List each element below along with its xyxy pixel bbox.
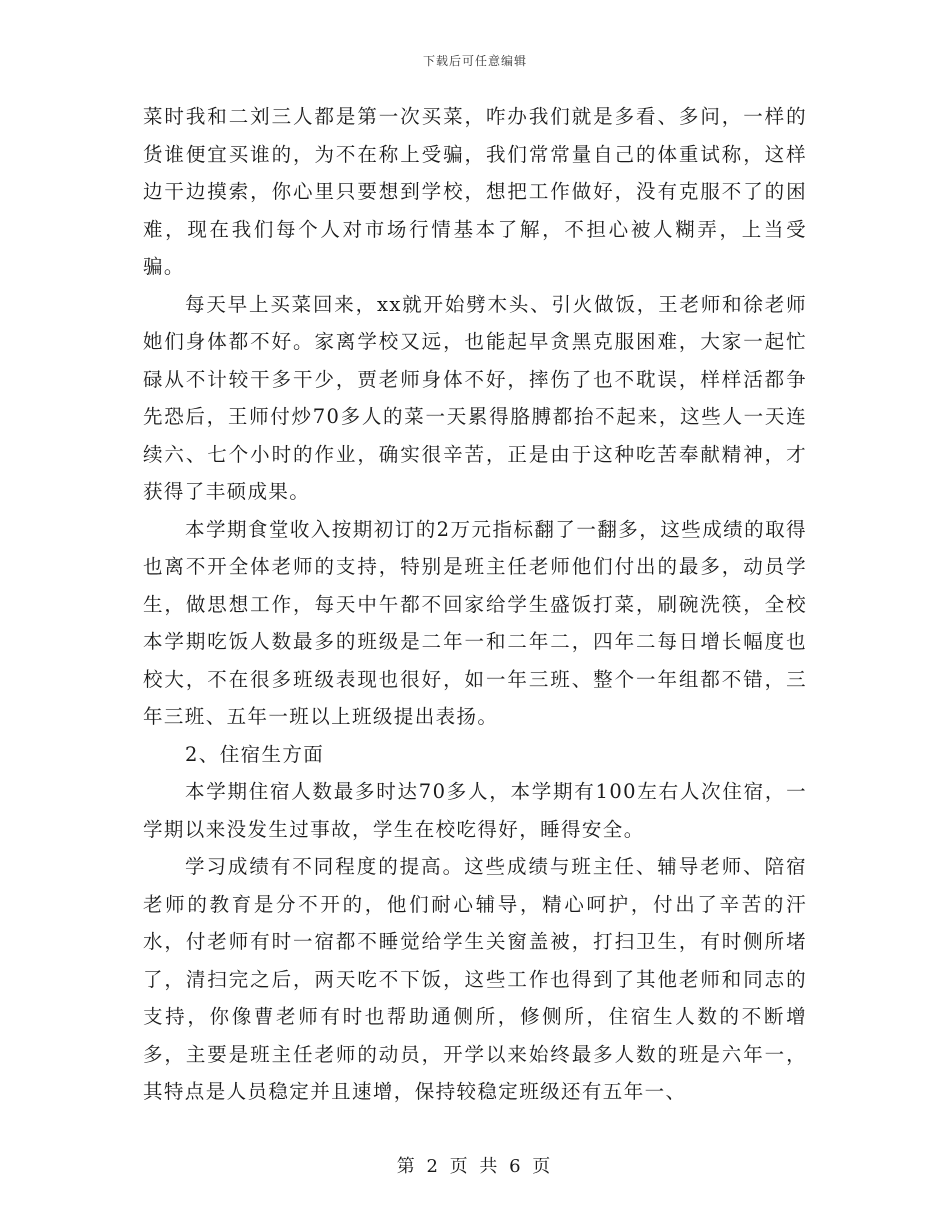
paragraph-2: 每天早上买菜回来，xx就开始劈木头、引火做饭，王老师和徐老师她们身体都不好。家离学校又远，也能起早贪黑克服困难，大家一起忙碌从不计较干多干少，贾老师身体不好，摔伤了也不耽误，样样活都争先恐后，王师付炒70多人的菜一天累得胳膊都抬不起来，这些人一天连续六、七个小时的作业，确实很辛苦，正是由于这种吃苦奉献精神，才获得了丰硕成果。 (143, 292, 807, 503)
paragraph-5: 学习成绩有不同程度的提高。这些成绩与班主任、辅导老师、陪宿老师的教育是分不开的，他们耐心辅导，精心呵护，付出了辛苦的汗水，付老师有时一宿都不睡觉给学生关窗盖被，打扫卫生，有时侧所堵了，清扫完之后，两天吃不下饭，这些工作也得到了其他老师和同志的支持，你像曹老师有时也帮助通侧所，修侧所，住宿生人数的不断增多，主要是班主任老师的动员，开学以来始终最多人数的班是六年一，其特点是人员稳定并且速增，保持较稳定班级还有五年一、 (143, 855, 807, 1103)
page-header: 下载后可任意编辑 (422, 54, 527, 68)
document-body (143, 98, 807, 1111)
section-heading: 2、住宿生方面 (185, 742, 325, 766)
paragraph-3: 本学期食堂收入按期初订的2万元指标翻了一翻多，这些成绩的取得也离不开全体老师的支持，特别是班主任老师他们付出的最多，动员学生，做思想工作，每天中午都不回家给学生盛饭打菜，刷碗洗筷，全校本学期吃饭人数最多的班级是二年一和二年二，四年二每日增长幅度也校大，不在很多班级表现也很好，如一年三班、整个一年组都不错，三年三班、五年一班以上班级提出表扬。 (143, 517, 807, 728)
paragraph-4: 本学期住宿人数最多时达70多人，本学期有100左右人次住宿，一学期以来没发生过事故，学生在校吃得好，睡得安全。 (143, 780, 807, 841)
page-number-footer: 第 2 页 共 6 页 (396, 1156, 554, 1177)
paragraph-1: 菜时我和二刘三人都是第一次买菜，咋办我们就是多看、多问，一样的货谁便宜买谁的，为不在称上受骗，我们常常量自己的体重试称，这样边干边摸索，你心里只要想到学校，想把工作做好，没有克服不了的困难，现在我们每个人对市场行情基本了解，不担心被人糊弄，上当受骗。 (143, 105, 807, 278)
